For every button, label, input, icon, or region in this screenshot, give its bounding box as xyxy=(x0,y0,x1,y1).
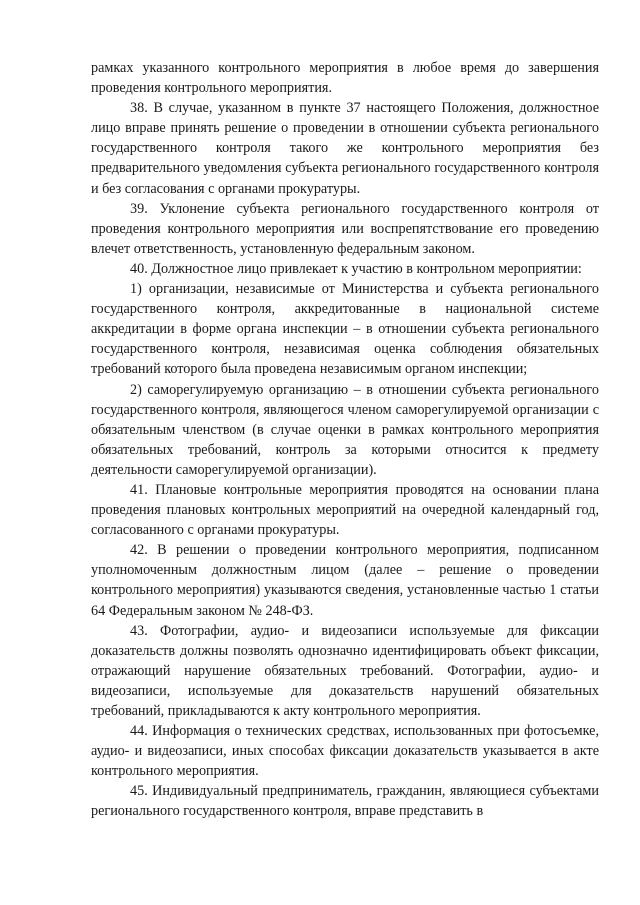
paragraph-44: 44. Информация о технических средствах, использованных при фотосъемке, аудио- и видеозаписи, иных способах фиксации доказательств указывается в акте контрольного мероприятия. xyxy=(91,723,599,780)
paragraph-40-item-1: 1) организации, независимые от Министерства и субъекта регионального государственного контроля, аккредитованные в национальной системе аккредитации в форме органа инспекции – в отношении субъекта регионального государственного контроля, независимая оценка соблюдения обязательных требований которого была проведена независимым органом инспекции; xyxy=(91,281,599,378)
paragraph-39: 39. Уклонение субъекта регионального государственного контроля от проведения контрольного мероприятия или воспрепятствование его проведению влечет ответственность, установленную федеральным законом. xyxy=(91,200,599,257)
paragraph-43: 43. Фотографии, аудио- и видеозаписи используемые для фиксации доказательств должны позволять однозначно идентифицировать объект фиксации, отражающий нарушение обязательных требований. Фотографии, аудио- и видеозаписи, используемые для доказательств нарушений обязательных требований, прикладываются к акту контрольного мероприятия. xyxy=(91,622,599,719)
paragraph-40-item-2: 2) саморегулируемую организацию – в отношении субъекта регионального государственного контроля, являющегося членом саморегулируемой организации с обязательным членством (в случае оценки в рамках контрольного мероприятия обязательных требований, контроль за которыми относится к предмету деятельности саморегулируемой организации). xyxy=(91,381,599,478)
paragraph-continuation: рамках указанного контрольного мероприятия в любое время до завершения проведения контрольного мероприятия. xyxy=(91,60,599,97)
paragraph-41: 41. Плановые контрольные мероприятия проводятся на основании плана проведения плановых контрольных мероприятий на очередной календарный год, согласованного с органами прокуратуры. xyxy=(91,481,599,539)
document-body xyxy=(91,58,599,822)
paragraph-42: 42. В решении о проведении контрольного мероприятия, подписанном уполномоченным должностным лицом (далее – решение о проведении контрольного мероприятия) указываются сведения, установленные частью 1 статьи 64 Федеральным законом № 248-ФЗ. xyxy=(91,542,599,619)
paragraph-45: 45. Индивидуальный предприниматель, гражданин, являющиеся субъектами регионального государственного контроля, вправе представить в xyxy=(91,783,599,820)
paragraph-38: 38. В случае, указанном в пункте 37 настоящего Положения, должностное лицо вправе принять решение о проведении в отношении субъекта регионального государственного контроля такого же контрольного мероприятия без предварительного уведомления субъекта регионального государственного контроля и без согласования с органами прокуратуры. xyxy=(91,100,599,197)
paragraph-40: 40. Должностное лицо привлекает к участию в контрольном мероприятии: xyxy=(130,260,582,277)
